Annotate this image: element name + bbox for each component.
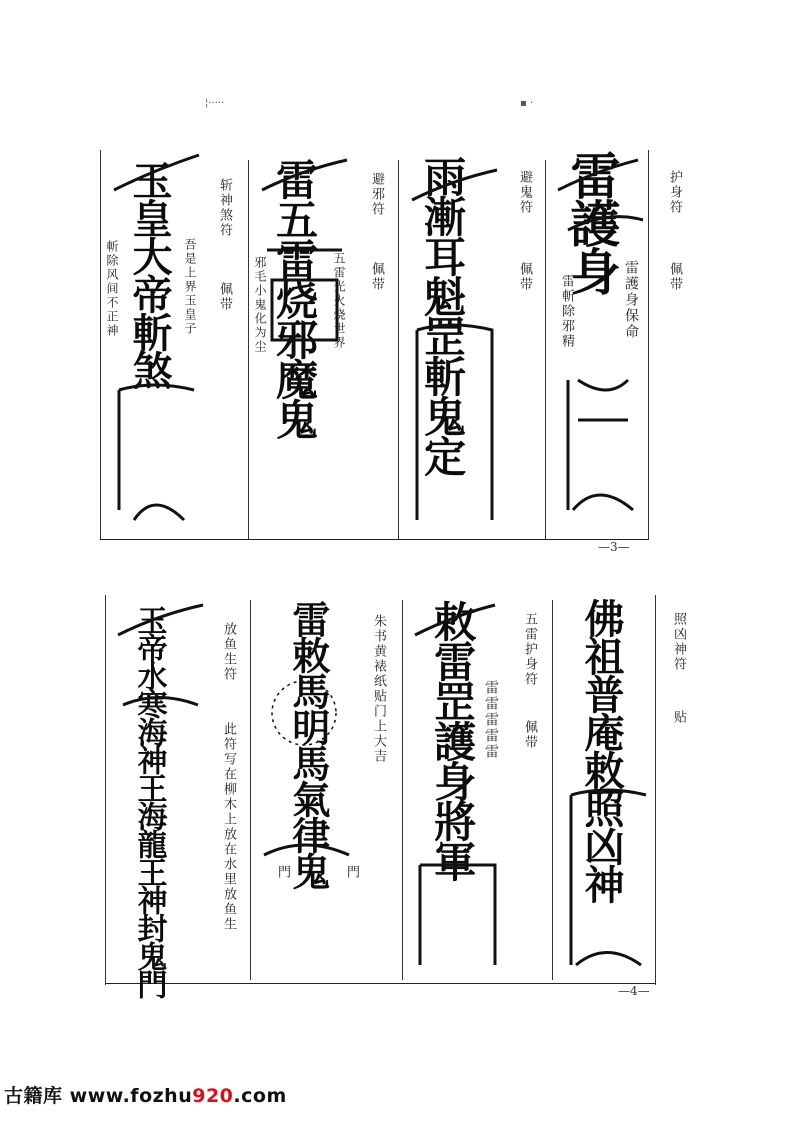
talisman-seal: 敕雷罡護身將軍 (428, 600, 478, 880)
talisman-strokes (548, 150, 648, 530)
talisman-name: 避鬼符 (517, 170, 532, 215)
page-number: —3— (598, 540, 630, 554)
talisman-name: 护身符 (667, 170, 682, 215)
talisman-note: 門 (275, 865, 290, 880)
talisman-seal: 雷護身 (562, 150, 622, 294)
site-name: 古籍库 (4, 1085, 63, 1107)
talisman-note: 斬除风间不正神 (105, 240, 119, 338)
talisman-usage: 贴 (671, 710, 686, 725)
column-divider (398, 160, 399, 540)
site-watermark (4, 1081, 287, 1108)
talisman-glyphs: 雷雷雷雷雷 (483, 680, 499, 760)
talisman-seal: 佛祖普庵敕照凶神 (578, 598, 625, 902)
talisman-name: 朱书黄裱纸贴门上大吉 (371, 614, 386, 764)
column-divider (545, 160, 546, 540)
talisman-usage: 佩带 (517, 262, 532, 292)
talisman-note: 門 (344, 865, 359, 880)
talisman-note: 五雷光火烧世界 (332, 252, 346, 350)
talisman-seal: 玉帝水寒海神王海龍王神封鬼門 (131, 605, 167, 997)
talisman-strokes (556, 595, 656, 980)
talisman-strokes (402, 150, 502, 530)
talisman-note: 吾是上界玉皇子 (183, 238, 197, 336)
talisman-seal: 雷五雷烧邪魔鬼 (270, 158, 320, 438)
scan-noise: ▪ · (520, 98, 534, 109)
talisman-usage: 佩带 (369, 262, 384, 292)
panel-bottom-rule (105, 983, 655, 984)
talisman-strokes (104, 150, 204, 530)
column-divider (248, 160, 249, 540)
panel-border (648, 150, 649, 540)
column-divider (552, 600, 553, 980)
panel-border (100, 150, 101, 540)
page-number: —4— (618, 984, 650, 998)
talisman-name: 放鱼生符 (221, 622, 236, 682)
talisman-seal: 雨漸耳魁罡斬鬼定 (418, 155, 468, 475)
talisman-note: 邪毛小鬼化为尘 (253, 256, 267, 354)
talisman-strokes (252, 150, 352, 530)
talisman-name: 五雷护身符 (522, 612, 537, 687)
talisman-note: 雷護身保命 (623, 260, 639, 340)
talisman-strokes (108, 595, 208, 980)
talisman-name: 避邪符 (369, 172, 384, 217)
scan-noise: ¦····· (205, 98, 225, 109)
talisman-usage: 佩带 (522, 720, 537, 750)
talisman-usage: 佩带 (217, 282, 232, 312)
column-divider (402, 600, 403, 980)
talisman-seal: 玉皇大帝斬煞 (126, 160, 173, 388)
panel-border (105, 595, 106, 985)
talisman-note: 此符写在柳木上放在水里放鱼生 (221, 722, 236, 932)
panel-bottom-rule (100, 539, 648, 540)
column-divider (250, 600, 251, 980)
talisman-seal: 雷敕馬明馬氣律鬼 (285, 600, 331, 888)
talisman-strokes (405, 595, 505, 980)
talisman-strokes (254, 595, 354, 980)
site-url: www.fozhu920.com (69, 1085, 287, 1107)
talisman-usage: 佩带 (667, 262, 682, 292)
talisman-name: 照凶神符 (671, 612, 686, 672)
talisman-name: 斩神煞符 (217, 178, 232, 238)
talisman-note: 雷斬除邪精 (559, 274, 574, 349)
